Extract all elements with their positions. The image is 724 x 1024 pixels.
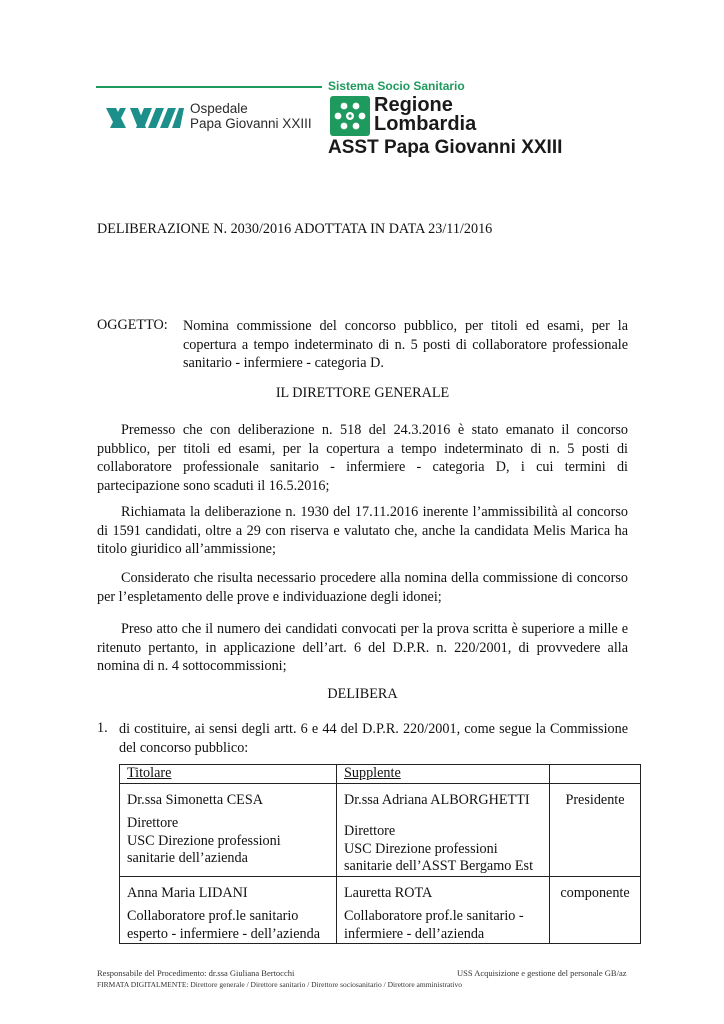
paragraph-premesso [97, 421, 628, 495]
paragraph-text: Preso atto che il numero dei candidati convocati per la prova scritta è superiore a mille e ritenuto pertanto, in applicazione dell’art. 6 del D.P.R. n. 220/2001, di provvedere alla nomina di n. 4 sottocommissioni; [97, 621, 628, 674]
region-name-line2: Lombardia [374, 113, 477, 135]
hospital-name-line1: Ospedale [190, 101, 248, 116]
region-name [374, 96, 476, 134]
commission-table [119, 764, 641, 944]
asst-name: ASST Papa Giovanni XXIII [328, 137, 563, 158]
paragraph-richiamata [97, 503, 628, 559]
list-number: 1. [97, 720, 108, 736]
system-label: Sistema Socio Sanitario [328, 79, 465, 93]
titular-name: Anna Maria LIDANI [127, 884, 248, 901]
substitute-name: Lauretta ROTA [344, 884, 433, 901]
titular-cell [120, 783, 337, 876]
titular-cell [120, 876, 337, 944]
letterhead-rule [96, 86, 322, 88]
paragraph-preso-atto [97, 620, 628, 676]
role-cell [550, 783, 641, 876]
substitute-role-line: sanitarie dell’ASST Bergamo Est [344, 858, 534, 874]
table-header-row [120, 765, 641, 784]
header-role [550, 765, 641, 784]
titular-role-line: esperto - infermiere - dell’azienda [127, 925, 320, 942]
footer-office: USS Acquisizione e gestione del personale GB/az [457, 968, 627, 978]
list-text: di costituire, ai sensi degli artt. 6 e 44 del D.P.R. 220/2001, come segue la Commissione del concorso pubblico: [119, 721, 628, 756]
substitute-role-line: Collaboratore prof.le sanitario - [344, 908, 524, 924]
subject-text: Nomina commissione del concorso pubblico, per titoli ed esami, per la copertura a tempo indeterminato di n. 5 posti di collaboratore professionale sanitario - infermiere - categoria D. [183, 318, 628, 371]
decision-title: DELIBERA [327, 686, 398, 702]
substitute-cell [337, 876, 550, 944]
paragraph-text: Considerato che risulta necessario procedere alla nomina della commissione di concorso per l’espletamento delle prove e individuazione degli idonei; [97, 570, 628, 605]
subject-label: OGGETTO: [97, 317, 168, 333]
paragraph-text: Richiamata la deliberazione n. 1930 del 17.11.2016 inerente l’ammissibilità al concorso di 1591 candidati, oltre a 29 con riserva e valutato che, anche la candidata Melis Marica ha titolo giuridico all’ammissione; [97, 504, 628, 557]
paragraph-considerato [97, 569, 628, 606]
header-titular [120, 765, 337, 784]
substitute-name: Dr.ssa Adriana ALBORGHETTI [344, 791, 530, 808]
table-row [120, 783, 641, 876]
substitute-cell [337, 783, 550, 876]
deliberation-heading: DELIBERAZIONE N. 2030/2016 ADOTTATA IN DATA 23/11/2016 [97, 221, 493, 237]
authority-title: IL DIRETTORE GENERALE [275, 385, 450, 401]
hospital-logo-icon [104, 104, 184, 132]
header-titular-label: Titolare [127, 765, 172, 781]
titular-role-line: Direttore [127, 815, 179, 831]
titular-name: Dr.ssa Simonetta CESA [127, 791, 263, 808]
footer-responsible: Responsabile del Procedimento: dr.ssa Giuliana Bertocchi [97, 968, 295, 978]
region-name-line1: Regione [374, 94, 453, 116]
paragraph-text: Premesso che con deliberazione n. 518 del 24.3.2016 è stato emanato il concorso pubblico, per titoli ed esami, per la copertura a tempo indeterminato di n. 5 posti di collaboratore professionale sanitario - infermiere - categoria D, i cui termini di partecipazione sono scaduti il 16.5.2016; [97, 422, 628, 494]
substitute-role-line: infermiere - dell’azienda [344, 925, 485, 942]
hospital-name [190, 101, 312, 131]
role-label: componente [560, 884, 630, 901]
titular-role-line: sanitarie dell’azienda [127, 850, 248, 866]
titular-role-line: Collaboratore prof.le sanitario [127, 908, 299, 924]
region-rose-icon [330, 96, 370, 136]
table-row [120, 876, 641, 944]
footer-signed: FIRMATA DIGITALMENTE: Direttore generale / Direttore sanitario / Direttore sociosanitario / Direttore amministrativo [97, 980, 462, 989]
substitute-role-line: USC Direzione professioni [344, 840, 498, 857]
titular-role-line: USC Direzione professioni [127, 832, 281, 849]
role-cell [550, 876, 641, 944]
header-substitute-label: Supplente [344, 765, 401, 781]
hospital-name-line2: Papa Giovanni XXIII [190, 116, 312, 131]
role-label: Presidente [565, 791, 625, 808]
substitute-role-line: Direttore [344, 823, 396, 839]
header-substitute [337, 765, 550, 784]
